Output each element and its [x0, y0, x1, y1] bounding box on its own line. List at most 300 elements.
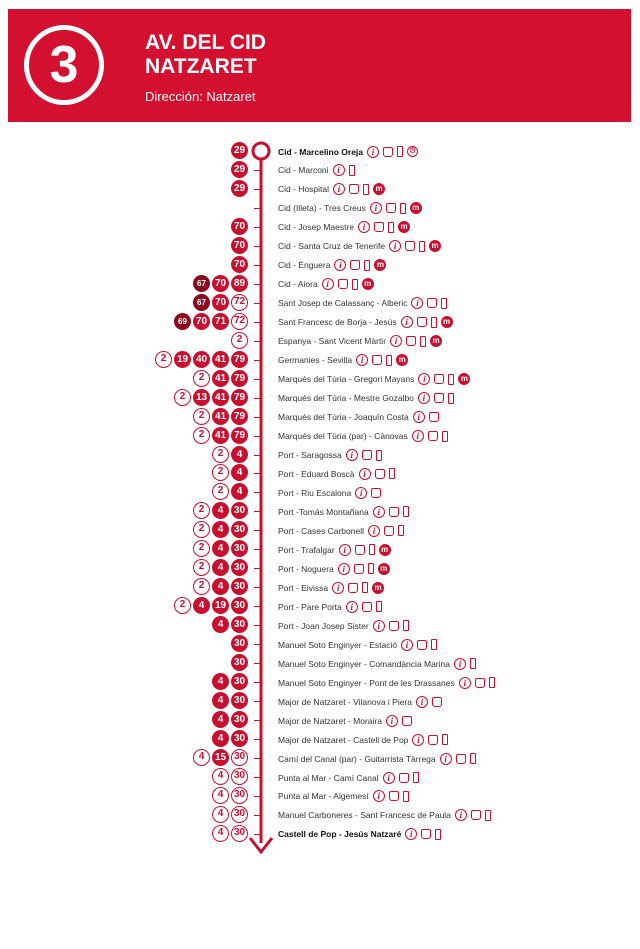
stop-name[interactable]: Major de Natzaret - Castell de Pop [278, 734, 409, 745]
info-icon: i [418, 392, 430, 404]
stop-row [0, 161, 640, 180]
stop-entry [278, 278, 374, 291]
bus-icon [434, 374, 444, 384]
taxi-icon [448, 393, 454, 404]
connection-line-badge: 30 [231, 806, 248, 823]
stop-name[interactable]: Manuel Soto Enginyer - Comandància Marina [278, 658, 450, 669]
connection-lines [210, 464, 248, 483]
connection-lines [191, 294, 248, 313]
info-icon: i [367, 146, 379, 158]
bus-icon [389, 791, 399, 801]
connection-lines [153, 351, 248, 370]
stop-name[interactable]: Cid - Marcelino Oreja [278, 146, 364, 157]
stop-name[interactable]: Punta al Mar - Algemesí [278, 791, 369, 802]
stop-tick [254, 587, 260, 588]
connection-lines [191, 427, 248, 446]
stop-name[interactable]: Port - Noguera [278, 563, 334, 574]
taxi-icon [398, 525, 404, 536]
bus-icon [399, 773, 409, 783]
connection-line-badge: 4 [212, 768, 229, 785]
route-title-line1: AV. DEL CID [145, 31, 266, 54]
info-icon: i [338, 563, 350, 575]
stop-tick [254, 379, 260, 380]
taxi-icon [419, 241, 425, 252]
stop-row [0, 521, 640, 540]
stop-tick [254, 720, 260, 721]
bus-icon [402, 716, 412, 726]
bus-icon [350, 260, 360, 270]
stop-name[interactable]: Marqués del Túria - Gregori Mayans [278, 374, 415, 385]
bus-icon [427, 298, 437, 308]
stop-tick [254, 606, 260, 607]
route-direction: Dirección: Natzaret [145, 89, 256, 104]
connection-line-badge: 30 [231, 825, 248, 842]
stop-name[interactable]: Port - Eduard Boscà [278, 468, 355, 479]
connection-line-badge: 41 [212, 427, 229, 444]
connection-line-badge: 79 [231, 389, 248, 406]
stop-tick [254, 246, 260, 247]
stop-entry [278, 335, 442, 348]
stop-name[interactable]: Marqués del Túria - Joaquín Costa [278, 412, 409, 423]
stop-entry [278, 771, 419, 784]
bus-icon [355, 545, 365, 555]
info-icon: i [412, 734, 424, 746]
stop-row [0, 559, 640, 578]
bus-icon [421, 829, 431, 839]
stop-name[interactable]: Major de Natzaret - Vilanova i Piera [278, 696, 413, 707]
connection-lines [229, 332, 248, 351]
stop-row [0, 275, 640, 294]
connection-line-badge: 79 [231, 408, 248, 425]
connection-line-badge: 4 [212, 559, 229, 576]
connection-line-badge: 30 [231, 730, 248, 747]
connection-line-badge: 4 [231, 483, 248, 500]
stop-tick [254, 625, 260, 626]
stop-row [0, 180, 640, 199]
connection-line-badge: 70 [231, 237, 248, 254]
taxi-icon [400, 203, 406, 214]
connection-lines [210, 483, 248, 502]
stop-name[interactable]: Germanies - Sevilla [278, 355, 353, 366]
stop-name[interactable]: Port - Trafalgar [278, 544, 335, 555]
stop-name[interactable]: Espanya - Sant Vicent Màrtir [278, 336, 387, 347]
info-icon: i [355, 487, 367, 499]
stop-entry [278, 316, 453, 329]
connection-lines [191, 559, 248, 578]
stop-row [0, 218, 640, 237]
connection-line-badge: 72 [231, 313, 248, 330]
stop-tick [254, 303, 260, 304]
stop-entry [278, 145, 418, 158]
stop-entry [278, 297, 447, 310]
metro-icon: m [396, 354, 408, 366]
bus-icon [429, 412, 439, 422]
taxi-icon [397, 146, 403, 157]
bus-icon [428, 735, 438, 745]
info-icon: i [370, 202, 382, 214]
stop-row [0, 635, 640, 654]
info-icon: i [332, 582, 344, 594]
connection-line-badge: 19 [212, 597, 229, 614]
stop-entry [278, 790, 409, 803]
taxi-icon [376, 601, 382, 612]
info-icon: i [401, 316, 413, 328]
stop-row [0, 483, 640, 502]
metro-icon: m [372, 582, 384, 594]
stop-tick [254, 834, 260, 835]
stop-name[interactable]: Port - Pare Porta [278, 601, 342, 612]
stop-tick [254, 549, 260, 550]
connection-lines [191, 578, 248, 597]
stop-name[interactable]: Cid - Josep Maestre [278, 222, 355, 233]
stop-row [0, 294, 640, 313]
connection-lines [172, 313, 248, 332]
stop-name[interactable]: Punta al Mar - Camí Canal [278, 772, 379, 783]
stop-name[interactable]: Sant Josep de Calassanç - Alberic [278, 298, 408, 309]
metro-icon: m [398, 221, 410, 233]
connection-line-badge: 41 [212, 408, 229, 425]
connection-line-badge: 41 [212, 370, 229, 387]
connection-line-badge: 2 [174, 389, 191, 406]
stop-tick [254, 796, 260, 797]
info-icon: i [416, 696, 428, 708]
stop-name[interactable]: Major de Natzaret - Moraira [278, 715, 382, 726]
connection-line-badge: 79 [231, 370, 248, 387]
stop-tick [254, 568, 260, 569]
metro-icon: m [374, 259, 386, 271]
stop-entry [278, 828, 441, 841]
connection-line-badge: 2 [212, 464, 229, 481]
stop-entry [278, 657, 476, 670]
connection-line-badge: 70 [231, 256, 248, 273]
stop-row [0, 787, 640, 806]
stop-entry [278, 676, 495, 689]
stop-row [0, 256, 640, 275]
bus-icon [371, 488, 381, 498]
stop-entry [278, 467, 395, 480]
info-icon: i [339, 544, 351, 556]
connection-line-badge: 30 [231, 768, 248, 785]
connection-line-badge: 30 [231, 673, 248, 690]
info-icon: i [373, 790, 385, 802]
stop-entry [278, 752, 476, 765]
taxi-icon [442, 431, 448, 442]
bus-icon [475, 678, 485, 688]
stop-entry [278, 638, 437, 651]
connection-line-badge: 2 [193, 578, 210, 595]
metro-icon: m [430, 335, 442, 347]
connection-lines [210, 673, 248, 692]
taxi-icon [485, 810, 491, 821]
stop-tick [254, 455, 260, 456]
stop-entry [278, 505, 409, 518]
connection-line-badge: 29 [231, 180, 248, 197]
stop-tick [254, 701, 260, 702]
stop-tick [254, 360, 260, 361]
taxi-icon [349, 165, 355, 176]
connection-lines [210, 730, 248, 749]
bus-icon [389, 507, 399, 517]
connection-line-badge: 79 [231, 351, 248, 368]
info-icon: i [390, 335, 402, 347]
stop-row [0, 673, 640, 692]
connection-line-badge: 4 [212, 806, 229, 823]
stop-entry [278, 714, 412, 727]
connection-line-badge: 2 [193, 540, 210, 557]
stop-tick [254, 208, 260, 209]
line-number-badge: 3 [24, 25, 104, 105]
stop-row [0, 237, 640, 256]
connection-lines [229, 237, 248, 256]
stop-entry [278, 430, 448, 443]
stop-entry [278, 392, 454, 405]
stop-row [0, 389, 640, 408]
connection-line-badge: 2 [193, 521, 210, 538]
info-icon: i [389, 240, 401, 252]
connection-line-badge: 67 [193, 294, 210, 311]
info-icon: i [401, 639, 413, 651]
bus-icon [432, 697, 442, 707]
taxi-icon [431, 317, 437, 328]
stop-row [0, 313, 640, 332]
stop-row [0, 711, 640, 730]
taxi-icon [448, 374, 454, 385]
stop-name[interactable]: Port -Tomás Montañana [278, 506, 369, 517]
info-icon: i [383, 772, 395, 784]
clock-icon: ◷ [407, 146, 418, 157]
stop-tick [254, 530, 260, 531]
stop-row [0, 578, 640, 597]
taxi-icon [470, 658, 476, 669]
stop-row [0, 730, 640, 749]
info-icon: i [358, 221, 370, 233]
bus-icon [375, 469, 385, 479]
connection-line-badge: 2 [212, 446, 229, 463]
info-icon: i [454, 658, 466, 670]
stop-tick [254, 777, 260, 778]
stop-row [0, 332, 640, 351]
taxi-icon [441, 298, 447, 309]
stop-name[interactable]: Cid (Illeta) - Tres Creus [278, 203, 366, 214]
bus-icon [348, 583, 358, 593]
connection-line-badge: 2 [212, 483, 229, 500]
stop-name[interactable]: Marqués del Túria (par) - Cànovas [278, 431, 408, 442]
taxi-icon [376, 450, 382, 461]
connection-line-badge: 15 [212, 749, 229, 766]
stop-name[interactable]: Port - Saragossa [278, 450, 342, 461]
connection-lines [210, 446, 248, 465]
connection-lines [229, 180, 248, 199]
connection-line-badge: 2 [231, 332, 248, 349]
stop-entry [278, 240, 441, 253]
stop-row [0, 825, 640, 844]
stop-tick [254, 284, 260, 285]
taxi-icon [389, 468, 395, 479]
connection-lines [191, 408, 248, 427]
connection-line-badge: 2 [193, 559, 210, 576]
info-icon: i [413, 411, 425, 423]
taxi-icon [388, 222, 394, 233]
stop-row [0, 408, 640, 427]
stop-name[interactable]: Sant Francesc de Borja - Jesús [278, 317, 397, 328]
stop-row [0, 464, 640, 483]
bus-icon [349, 184, 359, 194]
stop-name[interactable]: Cid - Hospital [278, 184, 330, 195]
connection-line-badge: 41 [212, 389, 229, 406]
stop-row [0, 768, 640, 787]
connection-line-badge: 4 [212, 730, 229, 747]
stop-entry [278, 619, 409, 632]
taxi-icon [368, 563, 374, 574]
stop-tick [254, 227, 260, 228]
connection-lines [229, 654, 248, 673]
stop-row [0, 370, 640, 389]
connection-lines [172, 597, 248, 616]
bus-icon [405, 241, 415, 251]
connection-line-badge: 69 [174, 313, 191, 330]
connection-line-badge: 30 [231, 540, 248, 557]
connection-line-badge: 70 [193, 313, 210, 330]
taxi-icon [435, 829, 441, 840]
connection-line-badge: 30 [231, 559, 248, 576]
stop-tick [254, 322, 260, 323]
info-icon: i [346, 449, 358, 461]
connection-lines [191, 502, 248, 521]
connection-lines [191, 275, 248, 294]
stop-name[interactable]: Marqués del Túria - Mestre Gozalbo [278, 393, 414, 404]
connection-lines [210, 768, 248, 787]
stop-tick [254, 663, 260, 664]
connection-lines [229, 635, 248, 654]
connection-line-badge: 29 [231, 161, 248, 178]
info-icon: i [418, 373, 430, 385]
stop-entry [278, 354, 408, 367]
stop-name[interactable]: Port - Riu Escalona [278, 487, 352, 498]
stop-row [0, 749, 640, 768]
connection-lines [229, 161, 248, 180]
connection-lines [229, 256, 248, 275]
stop-name[interactable]: Cid - Ènguera [278, 260, 331, 271]
taxi-icon [420, 336, 426, 347]
bus-icon [417, 317, 427, 327]
taxi-icon [369, 544, 375, 555]
connection-lines [210, 806, 248, 825]
bus-icon [471, 810, 481, 820]
stop-tick [254, 436, 260, 437]
stop-name[interactable]: Cid - Santa Cruz de Tenerife [278, 241, 386, 252]
stop-entry [278, 164, 355, 177]
stop-tick [254, 644, 260, 645]
stop-name[interactable]: Cid - Marconi [278, 165, 329, 176]
connection-line-badge: 4 [212, 540, 229, 557]
stop-tick [254, 265, 260, 266]
connection-line-badge: 4 [212, 673, 229, 690]
connection-line-badge: 4 [212, 711, 229, 728]
stop-name[interactable]: Port - Cases Carbonell [278, 525, 364, 536]
taxi-icon [442, 734, 448, 745]
stop-tick [254, 473, 260, 474]
connection-line-badge: 2 [193, 502, 210, 519]
info-icon: i [386, 715, 398, 727]
connection-lines [210, 616, 248, 635]
stop-entry [278, 581, 384, 594]
connection-line-badge: 4 [193, 597, 210, 614]
info-icon: i [405, 828, 417, 840]
stop-name[interactable]: Manuel Soto Enginyer - Pont de les Drassanes [278, 677, 455, 688]
info-icon: i [459, 677, 471, 689]
route-title-line2: NATZARET [145, 55, 257, 78]
stop-row [0, 692, 640, 711]
taxi-icon [489, 677, 495, 688]
stop-name[interactable]: Castell de Pop - Jesús Natzaré [278, 829, 402, 840]
connection-line-badge: 67 [193, 275, 210, 292]
stop-name[interactable]: Port - Joan Josep Sister [278, 620, 369, 631]
connection-line-badge: 30 [231, 692, 248, 709]
connection-line-badge: 30 [231, 787, 248, 804]
stop-tick [254, 398, 260, 399]
connection-line-badge: 30 [231, 635, 248, 652]
taxi-icon [362, 582, 368, 593]
connection-line-badge: 4 [212, 578, 229, 595]
connection-line-badge: 79 [231, 427, 248, 444]
connection-line-badge: 30 [231, 749, 248, 766]
info-icon: i [373, 506, 385, 518]
connection-lines [229, 142, 248, 161]
stop-name[interactable]: Cid - Aiora [278, 279, 318, 290]
connection-lines [191, 540, 248, 559]
connection-line-badge: 30 [231, 616, 248, 633]
bus-icon [406, 336, 416, 346]
connection-line-badge: 72 [231, 294, 248, 311]
connection-line-badge: 4 [212, 521, 229, 538]
stop-tick [254, 417, 260, 418]
metro-icon: m [429, 240, 441, 252]
connection-line-badge: 70 [231, 218, 248, 235]
stop-name[interactable]: Manuel Soto Enginyer - Estació [278, 639, 398, 650]
metro-icon: m [410, 202, 422, 214]
stop-tick [254, 189, 260, 190]
taxi-icon [363, 184, 369, 195]
connection-line-badge: 4 [212, 825, 229, 842]
stop-name[interactable]: Camí del Canal (par) - Guitarrista Tàrrega [278, 753, 436, 764]
bus-icon [386, 203, 396, 213]
stop-entry [278, 183, 385, 196]
stop-entry [278, 486, 381, 499]
connection-lines [191, 749, 248, 768]
connection-lines [210, 711, 248, 730]
bus-icon [362, 602, 372, 612]
connection-lines [210, 692, 248, 711]
stop-name[interactable]: Manuel Carboneres - Sant Francesc de Paula [278, 810, 451, 821]
bus-icon [417, 640, 427, 650]
info-icon: i [356, 354, 368, 366]
connection-line-badge: 30 [231, 502, 248, 519]
stop-row [0, 616, 640, 635]
stop-name[interactable]: Port - Eivissa [278, 582, 329, 593]
connection-line-badge: 29 [231, 142, 248, 159]
bus-icon [383, 147, 393, 157]
stop-entry [278, 600, 382, 613]
stop-row [0, 597, 640, 616]
connection-line-badge: 4 [212, 502, 229, 519]
stop-tick [254, 341, 260, 342]
connection-line-badge: 30 [231, 521, 248, 538]
info-icon: i [368, 525, 380, 537]
taxi-icon [403, 506, 409, 517]
taxi-icon [403, 620, 409, 631]
connection-line-badge: 30 [231, 711, 248, 728]
bus-icon [354, 564, 364, 574]
